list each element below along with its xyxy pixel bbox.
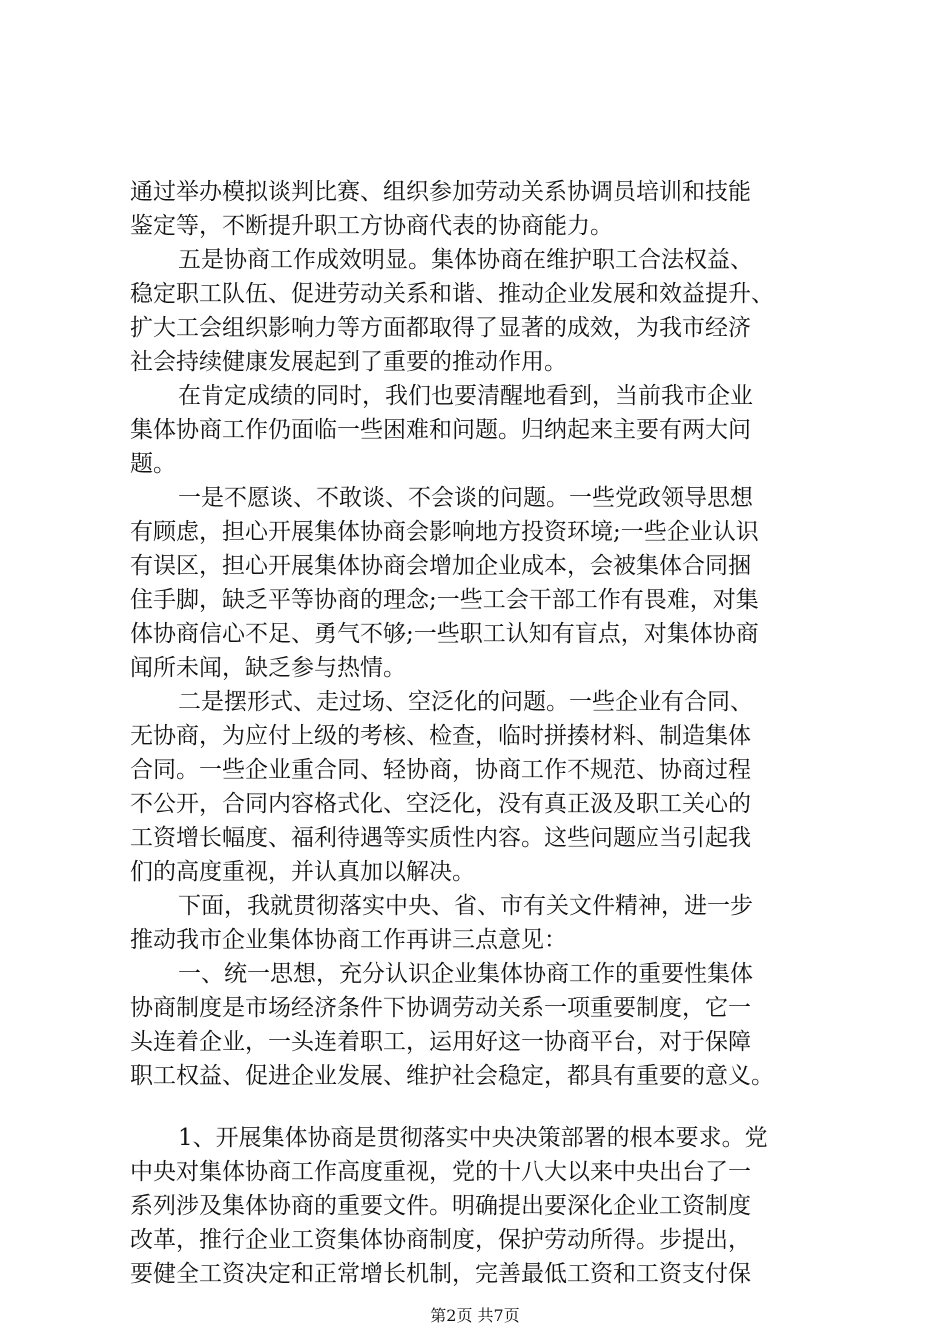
text-line: 有顾虑，担心开展集体协商会影响地方投资环境;一些企业认识 — [130, 519, 759, 545]
text-line: 们的高度重视，并认真加以解决。 — [130, 859, 475, 885]
text-line: 无协商，为应付上级的考核、检查，临时拼揍材料、制造集体 — [130, 723, 751, 749]
page-footer: 第2页 共7页 — [430, 1306, 520, 1325]
text-line: 要健全工资决定和正常增长机制，完善最低工资和工资支付保 — [130, 1261, 751, 1287]
text-line: 推动我市企业集体协商工作再讲三点意见： — [130, 927, 567, 953]
text-line: 下面，我就贯彻落实中央、省、市有关文件精神，进一步 — [178, 893, 753, 919]
text-line: 一是不愿谈、不敢谈、不会谈的问题。一些党政领导思想 — [178, 485, 753, 511]
text-line: 扩大工会组织影响力等方面都取得了显著的成效，为我市经济 — [130, 315, 751, 341]
text-line: 鉴定等，不断提升职工方协商代表的协商能力。 — [130, 213, 613, 239]
text-line: 合同。一些企业重合同、轻协商，协商工作不规范、协商过程 — [130, 757, 751, 783]
text-line: 有误区，担心开展集体协商会增加企业成本，会被集体合同捆 — [130, 553, 751, 579]
text-line: 住手脚，缺乏平等协商的理念;一些工会干部工作有畏难，对集 — [130, 587, 759, 613]
text-line: 头连着企业，一头连着职工，运用好这一协商平台，对于保障 — [130, 1029, 751, 1055]
text-line: 不公开，合同内容格式化、空泛化，没有真正汲及职工关心的 — [130, 791, 751, 817]
text-line: 社会持续健康发展起到了重要的推动作用。 — [130, 349, 567, 375]
text-line: 体协商信心不足、勇气不够;一些职工认知有盲点，对集体协商 — [130, 621, 759, 647]
text-line: 中央对集体协商工作高度重视，党的十八大以来中央出台了一 — [130, 1159, 751, 1185]
text-line: 工资增长幅度、福利待遇等实质性内容。这些问题应当引起我 — [130, 825, 751, 851]
text-line: 闻所未闻，缺乏参与热情。 — [130, 655, 406, 681]
text-line: 一、统一思想，充分认识企业集体协商工作的重要性集体 — [178, 961, 753, 987]
text-line: 协商制度是市场经济条件下协调劳动关系一项重要制度，它一 — [130, 995, 751, 1021]
text-line: 在肯定成绩的同时，我们也要清醒地看到，当前我市企业 — [178, 383, 753, 409]
text-line: 系列涉及集体协商的重要文件。明确提出要深化企业工资制度 — [130, 1193, 751, 1219]
text-line: 五是协商工作成效明显。集体协商在维护职工合法权益、 — [178, 247, 753, 273]
text-line: 稳定职工队伍、促进劳动关系和谐、推动企业发展和效益提升、 — [130, 281, 774, 307]
text-line: 1、开展集体协商是贯彻落实中央决策部署的根本要求。党 — [178, 1125, 768, 1151]
text-line: 通过举办模拟谈判比赛、组织参加劳动关系协调员培训和技能 — [130, 179, 751, 205]
text-line: 题。 — [130, 451, 176, 477]
text-line: 二是摆形式、走过场、空泛化的问题。一些企业有合同、 — [178, 689, 753, 715]
text-line: 职工权益、促进企业发展、维护社会稳定，都具有重要的意义。 — [130, 1063, 774, 1089]
text-line: 集体协商工作仍面临一些困难和问题。归纳起来主要有两大问 — [130, 417, 751, 443]
text-line: 改革，推行企业工资集体协商制度，保护劳动所得。步提出， — [130, 1227, 751, 1253]
